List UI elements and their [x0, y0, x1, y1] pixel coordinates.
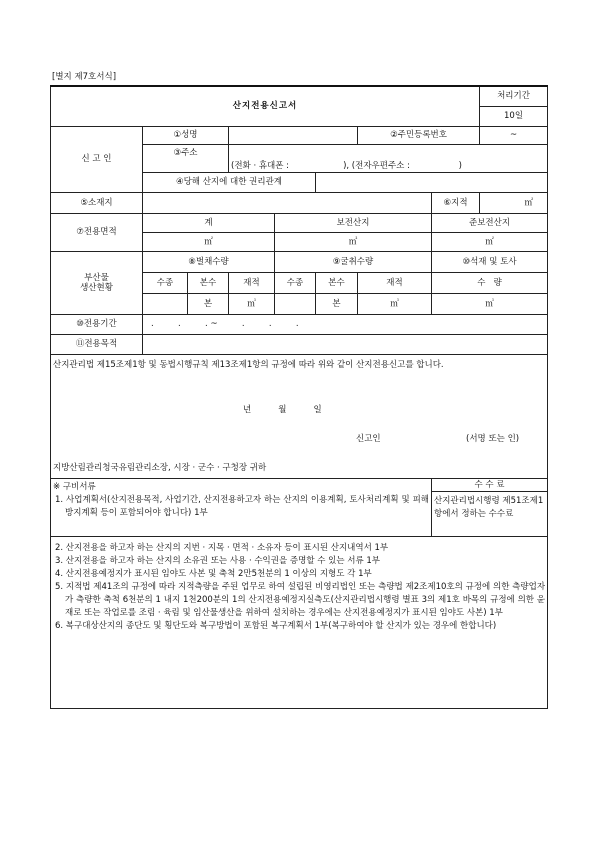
rights-label: ④당해 산지에 대한 권리관계	[143, 172, 316, 192]
declaration-block	[51, 354, 548, 478]
fee-box	[432, 478, 548, 536]
sign-hint: (서명 또는 인)	[466, 433, 520, 444]
documents-item-3: 3. 산지전용을 하고자 하는 산지의 소유권 또는 사용 · 수익권을 증명할 수 있는 서류 1부	[55, 555, 381, 566]
area-header-conserved: 보전산지	[275, 213, 432, 232]
rrn-field[interactable]: ~	[480, 126, 548, 144]
address-field[interactable]	[229, 144, 548, 172]
documents-header: ※ 구비서류	[53, 481, 96, 492]
logging-count-header: 본수	[188, 272, 229, 293]
signer-label: 신고인	[356, 433, 381, 444]
name-field[interactable]	[229, 126, 358, 144]
processing-period-value: 10일	[480, 106, 548, 126]
parcel-label: ⑥지적	[432, 192, 480, 213]
form-code: [별지 제7호서식]	[52, 72, 117, 82]
logging-species-field[interactable]	[143, 293, 188, 314]
logging-volume-field[interactable]: ㎥	[229, 293, 275, 314]
digging-volume-header: 재적	[358, 272, 432, 293]
applicant-section-label: 신 고 인	[51, 126, 143, 192]
area-total-unit[interactable]: ㎡	[143, 232, 275, 251]
fee-text: 산지관리법시행령 제51조제1항에서 정하는 수수료	[434, 495, 544, 519]
declaration-form	[50, 85, 548, 709]
byproduct-label-line2: 생산현황	[80, 282, 113, 293]
stone-header: ⑩석재 및 토사	[432, 251, 548, 272]
documents-item-1: 1. 사업계획서(산지전용목적, 사업기간, 산지전용하고자 하는 산지의 이용계획, 토사처리계획 및 피해방지계획 등이 포함되어야 합니다) 1부	[55, 494, 429, 518]
documents-top	[51, 478, 432, 536]
address-label: ③주소	[143, 144, 229, 172]
location-label: ⑤소재지	[51, 192, 143, 213]
area-conserved-unit[interactable]: ㎡	[275, 232, 432, 251]
digging-volume-field[interactable]: ㎥	[358, 293, 432, 314]
area-label: ⑦전용면적	[51, 213, 143, 251]
stone-quantity-field[interactable]: ㎥	[432, 293, 548, 314]
rights-field[interactable]	[316, 172, 548, 192]
area-header-total: 계	[143, 213, 275, 232]
parcel-unit: ㎡	[480, 192, 548, 213]
location-field[interactable]	[143, 192, 432, 213]
byproduct-label-line1: 부산물	[84, 272, 109, 283]
digging-header: ⑨굴취수량	[275, 251, 432, 272]
digging-species-header: 수종	[275, 272, 316, 293]
addressee: 지방산림관리청국유림관리소장, 시장 · 군수 · 구청장 귀하	[53, 462, 267, 473]
documents-item-6: 6. 복구대상산지의 종단도 및 횡단도와 복구방법이 포함된 복구계획서 1부(복구하여야 할 산지가 있는 경우에 한합니다)	[55, 620, 497, 631]
digging-count-header: 본수	[316, 272, 358, 293]
digging-count-field[interactable]: 본	[316, 293, 358, 314]
stone-quantity-header: 수 량	[432, 272, 548, 293]
phone-email-line: (전화 · 휴대폰 : ), (전자우편주소 : )	[231, 160, 462, 171]
documents-item-2: 2. 산지전용을 하고자 하는 산지의 지번 · 지목 · 면적 · 소유자 등이 표시된 산지내역서 1부	[55, 542, 389, 553]
form-title: 산지전용신고서	[51, 86, 480, 126]
documents-list	[51, 536, 548, 708]
area-semi-conserved-unit[interactable]: ㎡	[432, 232, 548, 251]
declaration-statement: 산지관리법 제15조제1항 및 동법시행규칙 제13조제1항의 규정에 따라 위와 같이 산지전용신고를 합니다.	[53, 359, 444, 370]
logging-header: ⑧벌채수량	[143, 251, 275, 272]
logging-volume-header: 재적	[229, 272, 275, 293]
period-label: ⑩전용기간	[51, 314, 143, 334]
rrn-label: ②주민등록번호	[358, 126, 480, 144]
logging-count-field[interactable]: 본	[188, 293, 229, 314]
documents-item-4: 4. 산지전용예정지가 표시된 임야도 사본 및 축척 2만5천분의 1 이상의 지형도 각 1부	[55, 568, 372, 579]
name-label: ①성명	[143, 126, 229, 144]
fee-header: 수 수 료	[432, 479, 547, 492]
purpose-field[interactable]	[143, 334, 548, 354]
digging-species-field[interactable]	[275, 293, 316, 314]
documents-item-5: 5. 지적법 제41조의 규정에 따라 지적측량을 주된 업무로 하여 설립된 비영리법인 또는 측량법 제2조제10호의 규정에 의한 측량업자가 측량한 축척 6천분의 1 내지 1천200분의 1의 산지전용예정지실측도(산지관리법시행령 별표 3의 제1호 바목의 규정에 의한 윤재로 또는 작업로를 조림 · 육림 및 임산물생산을 위하여 설치하는 경우에는 산지전용예정지가 표시된 임야도 사본) 1부	[55, 581, 546, 618]
period-field[interactable]: . . . ~ . . .	[143, 314, 548, 334]
purpose-label: ⑪전용목적	[51, 334, 143, 354]
area-header-semi-conserved: 준보전산지	[432, 213, 548, 232]
processing-period-label: 처리기간	[480, 86, 548, 106]
logging-species-header: 수종	[143, 272, 188, 293]
date-line: 년 월 일	[243, 404, 322, 415]
byproduct-label	[51, 251, 143, 314]
